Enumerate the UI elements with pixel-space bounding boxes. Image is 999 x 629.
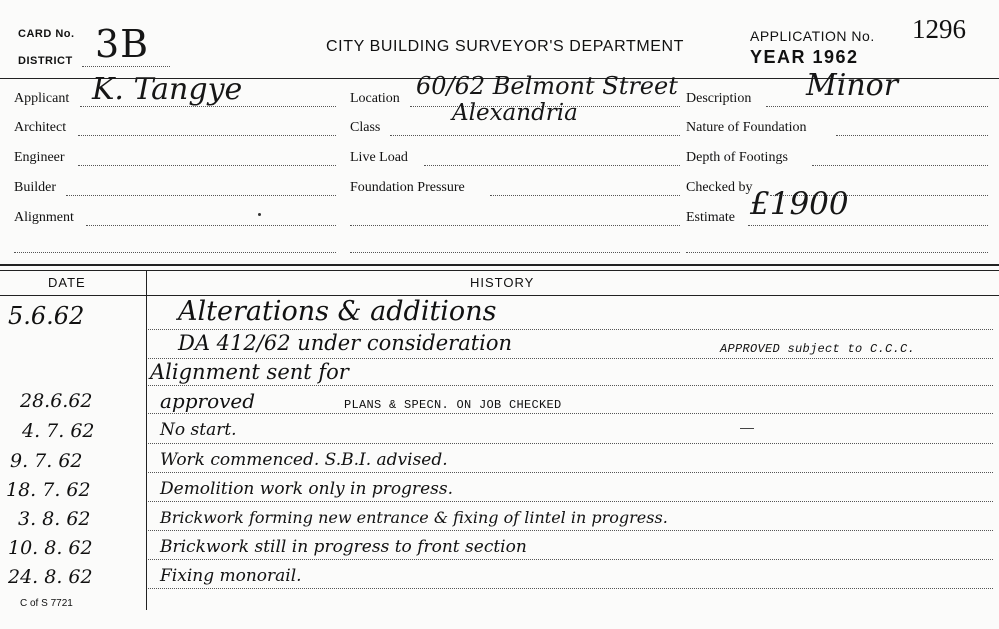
history-entry: Alterations & additions <box>178 296 497 327</box>
row-line <box>148 413 993 414</box>
depth-of-footings-line <box>812 165 988 166</box>
row-line <box>148 385 993 386</box>
history-entry: Work commenced. S.B.I. advised. <box>160 450 448 470</box>
row-line <box>148 501 993 502</box>
history-date: 3. 8. 62 <box>18 508 91 530</box>
estimate-label: Estimate <box>686 210 735 225</box>
form-code: C of S 7721 <box>20 598 73 609</box>
location-label: Location <box>350 91 400 106</box>
date-column-header: DATE <box>48 275 86 290</box>
history-typed-note: PLANS & SPECN. ON JOB CHECKED <box>344 398 562 412</box>
history-date: 9. 7. 62 <box>10 450 83 472</box>
ink-speck <box>258 213 261 216</box>
estimate-line <box>748 225 988 226</box>
date-column-divider <box>146 270 147 610</box>
checked-by-label: Checked by <box>686 180 753 195</box>
architect-label: Architect <box>14 120 67 135</box>
engineer-label: Engineer <box>14 150 65 165</box>
application-no-label: APPLICATION No. <box>750 28 875 44</box>
history-date: 24. 8. 62 <box>8 566 93 588</box>
year-label: YEAR 1962 <box>750 47 859 67</box>
application-no: 1296 <box>912 14 966 44</box>
history-entry: Demolition work only in progress. <box>160 479 453 499</box>
row-line <box>148 443 993 444</box>
class-label: Class <box>350 120 381 135</box>
history-date: 10. 8. 62 <box>8 537 93 559</box>
row-line <box>148 472 993 473</box>
middle-blank-line-2 <box>350 252 680 253</box>
builder-label: Builder <box>14 180 56 195</box>
estimate-value: £1900 <box>750 186 849 222</box>
foundation-pressure-line <box>490 195 680 196</box>
row-line <box>148 530 993 531</box>
history-date: 28.6.62 <box>20 390 93 412</box>
builder-line <box>66 195 336 196</box>
row-line <box>148 588 993 589</box>
history-date: 18. 7. 62 <box>6 479 91 501</box>
left-blank-line <box>14 252 336 253</box>
foundation-pressure-label: Foundation Pressure <box>350 180 465 195</box>
right-blank-line <box>686 252 988 253</box>
history-entry: Fixing monorail. <box>160 566 302 586</box>
live-load-label: Live Load <box>350 150 408 165</box>
nature-of-foundation-line <box>836 135 988 136</box>
class-line <box>390 135 680 136</box>
architect-line <box>78 135 336 136</box>
history-typed-note: APPROVED subject to C.C.C. <box>720 342 916 356</box>
row-line <box>148 559 993 560</box>
description-value: Minor <box>806 68 899 103</box>
middle-blank-line-1 <box>350 225 680 226</box>
district-label: DISTRICT <box>18 55 73 67</box>
history-date: 5.6.62 <box>8 302 85 330</box>
description-label: Description <box>686 91 752 106</box>
applicant-value: K. Tangye <box>92 72 243 107</box>
alignment-label: Alignment <box>14 210 74 225</box>
history-entry: Alignment sent for <box>150 360 349 384</box>
history-entry: DA 412/62 under consideration <box>178 331 513 355</box>
history-header-rule <box>0 295 999 296</box>
depth-of-footings-label: Depth of Footings <box>686 150 788 165</box>
department-title: CITY BUILDING SURVEYOR'S DEPARTMENT <box>326 38 685 55</box>
location-value-suburb: Alexandria <box>452 100 578 126</box>
history-entry: approved <box>160 389 256 413</box>
alignment-line <box>86 225 336 226</box>
history-entry: Brickwork still in progress to front section <box>160 537 527 557</box>
nature-of-foundation-label: Nature of Foundation <box>686 120 807 135</box>
history-column-header: HISTORY <box>470 275 535 290</box>
live-load-line <box>424 165 680 166</box>
applicant-label: Applicant <box>14 91 70 106</box>
engineer-line <box>78 165 336 166</box>
description-line <box>766 106 988 107</box>
row-line <box>148 329 993 330</box>
history-date: 4. 7. 62 <box>22 420 95 442</box>
history-top-rule <box>0 264 999 266</box>
district-value: 3B <box>95 22 150 66</box>
location-value-street: 60/62 Belmont Street <box>416 72 678 100</box>
row-line <box>148 358 993 359</box>
history-entry: No start. <box>160 420 237 440</box>
ink-mark <box>740 428 754 429</box>
district-underline <box>82 66 170 67</box>
history-entry: Brickwork forming new entrance & fixing of lintel in progress. <box>160 508 668 527</box>
card-no-label: CARD No. <box>18 28 75 40</box>
history-top-rule-2 <box>0 270 999 271</box>
